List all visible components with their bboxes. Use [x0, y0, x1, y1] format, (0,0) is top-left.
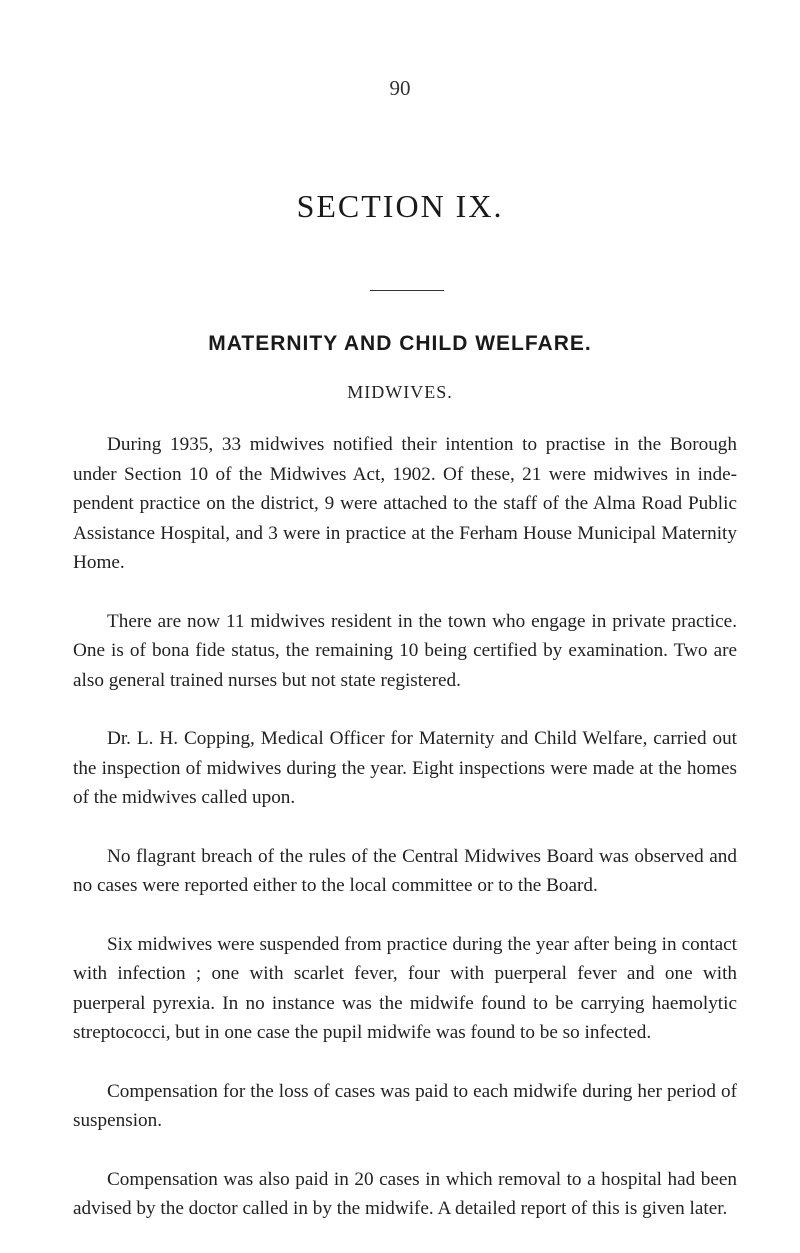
- paragraph: Compensation for the loss of cases was paid to each midwife during her period of suspension.: [73, 1080, 737, 1131]
- main-heading: MATERNITY AND CHILD WELFARE.: [208, 332, 592, 355]
- paragraph: No flagrant breach of the rules of the Central Midwives Board was observed and no cases were reported either to the local committee or to the Board.: [73, 845, 737, 896]
- paragraph: There are now 11 midwives resident in the town who engage in private practice. One is of bona fide status, the remaining 10 being certified by examination. Two are also general trained nurses but not state registered.: [73, 610, 737, 691]
- paragraph: Dr. L. H. Copping, Medical Officer for Maternity and Child Welfare, carried out the inspection of midwives during the year. Eight inspections were made at the homes of the midwives called upon.: [73, 728, 737, 808]
- paragraph: Six midwives were suspended from practice during the year after being in contact with infection ; one with scarlet fever, four with puerperal fever and one with puerperal pyrexia. In no instance was the midwife found to be carrying haemolytic streptococci, but in one case the pupil midwife was found to be so infected.: [73, 933, 737, 1043]
- paragraph: During 1935, 33 midwives notified their intention to practise in the Borough under Section 10 of the Midwives Act, 1902. Of these, 21 were midwives in independent practice on the district, 9 were attached to the staff of the Alma Road Public Assistance Hospital, and 3 were in practice at the Ferham House Municipal Maternity Home.: [73, 434, 737, 573]
- paragraph: Compensation was also paid in 20 cases in which removal to a hospital had been advised by the doctor called in by the midwife. A detailed report of this is given later.: [73, 1168, 737, 1219]
- body-text: [73, 430, 737, 1253]
- page-number: 90: [389, 76, 411, 100]
- sub-heading: MIDWIVES.: [347, 382, 453, 402]
- divider-rule: [370, 290, 444, 291]
- section-title: SECTION IX.: [296, 188, 504, 224]
